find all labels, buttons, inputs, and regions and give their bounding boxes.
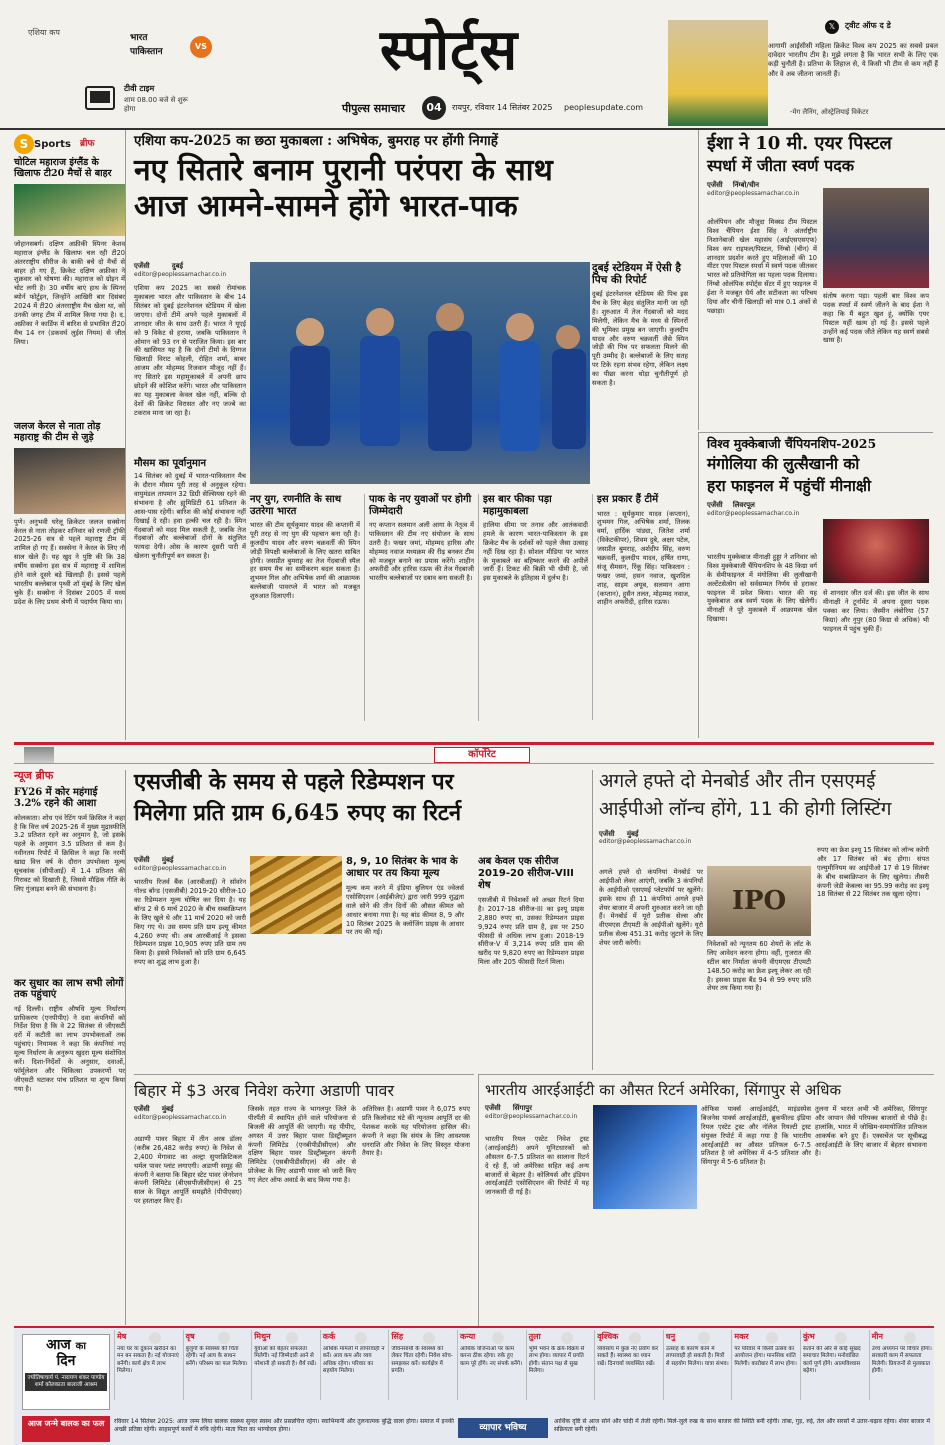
rashi-text: बुजुर्गों के स्वास्थ्य की चिंता रहेगी। नई आय के साधन बनेंगे। परिश्रम का फल मिलेगा। [185,1346,248,1367]
aaj-ka-din-c: दिन [56,1353,76,1370]
esha-singh-photo [823,188,929,288]
adani-story [134,1074,474,1326]
rashi-name: वृश्चिक [597,1332,619,1341]
ipo-byline: एजेंसी [599,829,615,838]
squads [592,494,690,720]
rashi-text: जीवनसाथी के स्वास्थ्य को लेकर चिंता रहेगी। निवेश सोच-समझकर करें। कार्यक्षेत्र में प्रगति। [391,1346,453,1374]
shooting-place: निंग्बो/चीन [732,181,760,190]
rashi-name: वृष [185,1332,195,1341]
ipo-place: मुंबई [626,829,639,838]
kids-text: रविवार 14 सितंबर 2025: आज जन्म लिया बालक स्वस्थ्य सुन्दर स्वस्थ और प्रसन्नचित्त रहेगा। स्वाभिमानी और तुलनात्मक बुद्धि वाला होगा। समाज में इनकी अच्छी प्रतिष्ठा रहेगी। साहसपूर्ण कार्यों में रुचि रहेगी। माता पिता का भाग्योदय होगा। [114,1418,454,1434]
lead-headline-1: नए सितारे बनाम पुरानी परंपरा के साथ [134,152,553,188]
shooting-headline-1: ईशा ने 10 मी. एयर पिस्टल [707,133,892,154]
boxing-email: editor@peoplessamachar.co.in [707,509,800,517]
rashi-name: तुला [528,1332,541,1341]
col3-text: हालिया सीमा पर तनाव और आतंकवादी हमले के कारण भारत-पाकिस्तान के इस क्रिकेट मैच के दर्शकों को पहले जैसा उत्साह नहीं दिख रहा है। सोशल मीडिया पर भारत के मुकाबले का बहिष्कार करने की अपीलें जारी हैं। टिकट की बिक्री भी धीमी है, जो इस मुकाबले के इतिहास में दुर्लभ है। [483,521,588,583]
rashi-text: भूमि भवन के क्रय-विक्रय से लाभ होगा। व्यापार में प्रगति होगी। संतान पक्ष से सुख मिलेगा। [528,1346,585,1374]
adani-text-3: अतिरिक्त है। अडाणी पावर ने 6,075 रुपए प्रति किलोवाट घंटे की न्यूनतम आपूर्ति दर की पेशकश करके यह परियोजना हासिल की। कंपनी ने कहा कि संयंत्र के लिए आवश्यक धनराशि और निवेश के लिए विस्तृत योजना तैयार है। [362,1105,470,1158]
zodiac-icon [629,1332,641,1344]
lead-headline-2: आज आमने-सामने होंगे भारत-पाक [134,189,518,225]
adani-place: मुंबई [161,1105,174,1113]
masthead [0,0,945,130]
shooting-byline: एजेंसी [707,181,723,190]
ipo-text-3: रुपए का फ्रेश इश्यू 15 सितंबर को लॉन्च करेगी और 17 सितंबर को बंद होगा। संपत एल्युमीनियम का आईपीओ 17 से 19 सितंबर के बीच सब्सक्रिप्शन के लिए खुलेगा। तीसरी कंपनी जेडी केबल्स का 95.99 करोड़ का इश्यू 18 सितंबर से 22 सितंबर तक खुला रहेगा। [817,846,929,899]
rashi-7 [594,1330,662,1400]
india-strategy [250,494,360,721]
sgb-text-3: एसजीबी में निवेशकों को अच्छा रिटर्न दिया है। 2017-18 सीरीज-III का इश्यू प्राइस 2,880 रुपए था, उसका रिडेम्पशन प्राइस 9,924 रुपए प्रति ग्राम है, इस पर 250 फीसदी से अधिक लाभ हुआ। 2018-19 सीरीज-V में 3,214 रुपए प्रति ग्राम की खरीद पर 9,820 रुपए का रिडेम्पशन प्राइस मिला और 205 फीसदी रिटर्न मिला। [478,896,584,967]
reit-text-3: तुलना में भारत अभी भी अमेरिका, सिंगापुर और जापान जैसे परिपक्व बाजारों से पीछे है। हालांकि, भारत में जोखिम-समायोजित प्रतिफल आकर्षक बने हुए हैं। एक्सचेंज पर सूचीबद्ध आरईआईटी के लिए बाजार में बेहतर संभावना है। [815,1105,927,1158]
website[interactable]: peoplesupdate.com [564,103,644,112]
boxing-place: लिवरपूल [732,501,755,509]
lead-kicker: एशिया कप-2025 का छठा मुकाबला : अभिषेक, बुमराह पर होंगी निगाहें [134,133,498,149]
tweet-text: आगामी आईसीसी महिला क्रिकेट विश्व कप 2025 का सबसे प्रबल दावेदार भारतीय टीम है। मुझे लगता है कि भारत सभी के लिए एक कड़ी चुनौती है। प्रतिभा के लिहाज से, ये किसी भी टीम से कम नहीं हैं और वे अब जीतना जानती हैं। [768,42,938,78]
jyotish-credit: ज्योतिषाचार्य पं. नारायण शंकर पाण्डेय शर्मा कोलकाता बालाजी आश्रम [25,1373,107,1390]
rashi-text: आर्थिक योजनाओं पर काम करना ठीक रहेगा। रुके हुए काम पूरे होंगे। नए संपर्क बनेंगे। [460,1346,523,1367]
rashi-text: उत्साह के कारण काम में लापरवाही हो सकती है। मित्रों से सहयोग मिलेगा। यात्रा संभव। [665,1346,729,1367]
ipo-image: IPO [707,866,811,936]
boxing-headline-3: हरा फाइनल में पहुंचीं मीनाक्षी [707,476,872,496]
weather-text: 14 सितंबर को दुबई में भारत-पाकिस्तान मैच के दौरान मौसम पूरी तरह से अनुकूल रहेगा। वायुमंडल तापमान 32 डिग्री सेल्सियस रहने की संभावना है और ह्यूमिडिटी 61 प्रतिशत के आस-पास रहेगी। बारिश की कोई संभावना नहीं दिखाई दे रही। हवा हल्की चल रही है। स्पिन गेंदबाजों को मदद मिल सकती है, जबकि तेज गेंदबाजों और बल्लेबाजों दोनों के संतुलित फायदा देगी। ओस के कारण दूसरी पारी में खेलना चुनौतीपूर्ण बन सकता है। [134,472,246,561]
vs-badge: VS [190,36,212,58]
sgb-text: भारतीय रिजर्व बैंक (आरबीआई) ने सॉवरेन गोल्ड बॉन्ड (एसजीबी) 2019-20 सीरीज-10 का रिडेम्पशन मूल्य घोषित कर दिया है। यह बॉन्ड 2 से 6 मार्च 2020 के बीच सब्सक्रिप्शन के लिए खुले थे और 11 मार्च 2020 को जारी किए गए थे। उस समय प्रति ग्राम इश्यू कीमत 4,260 रुपए थी। अब आरबीआई ने इसका रिडेम्पशन प्राइस 10,905 रुपए प्रति ग्राम तय किया है। इससे निवेशकों को प्रति ग्राम 6,645 रुपए का शुद्ध लाभ हुआ है। [134,878,246,967]
shooting-email: editor@peoplessamachar.co.in [707,189,800,197]
x-icon: 𝕏 [825,20,839,34]
boxing-headline-2: मंगोलिया की लुत्सैखानी को [707,454,860,474]
reit-email: editor@peoplessamachar.co.in [485,1112,578,1120]
boxing-text: भारतीय मुक्केबाज मीनाक्षी हुड्डा ने शनिवार को विश्व मुक्केबाजी चैंपियनशिप के 48 किग्रा वर्ग के सेमीफाइनल में मंगोलिया की लुत्सैखानी अल्टेंटसेत्सेग को सर्वसम्मत निर्णय से हराकर फाइनल में प्रवेश किया। भारत की यह मुक्केबाज अब स्वर्ण पदक के लिए खेलेगी। मीनाक्षी ने पूरे मुकाबले में आक्रामक खेल दिखाया। [707,553,817,624]
adani-headline: बिहार में $3 अरब निवेश करेगा अडाणी पावर [134,1081,394,1100]
pitch-headline: दुबई स्टेडियम में ऐसी है पिच की रिपोर्ट [592,262,681,287]
ipo-text-2: निवेशकों को न्यूनतम 60 शेयरों के लॉट के लिए आवेदन करना होगा। वहीं, गुजरात की स्टील बार निर्माता कंपनी वीएमएस टीएमटी 148.50 करोड़ का फ्रेश इश्यू लेकर आ रही है। इसका प्राइस बैंड 94 से 99 रुपए प्रति शेयर तय किया गया है। [707,940,811,993]
adani-text-2: जिसके तहत राज्य के भागलपुर जिले के पीरपैंती में स्थापित होने वाले परियोजना से बिजली की आपूर्ति की जाएगी। यह पीपीए, अगस्त में उत्तर बिहार पावर डिस्ट्रीब्यूशन कंपनी लिमिटेड (एनबीपीडीसीएल) और दक्षिण बिहार पावर डिस्ट्रीब्यूशन कंपनी लिमिटेड (एसबीपीडीसीएल) की ओर से प्रोजेक्ट के लिए अडाणी पावर को जारी किए गए लेटर ऑफ अवार्ड के बाद किया गया है। [248,1105,356,1185]
rashi-text: आर्थिक मामलों में लापरवाही न करें। आय कम और व्यय अधिक रहेगा। परिवार का सहयोग मिलेगा। [322,1346,385,1374]
corporate-label: कॉर्पोरेट [434,747,530,763]
col1-text: भारत की टीम सूर्यकुमार यादव की कप्तानी में पूरी तरह से नए युग की पहचान बना रही है। कुलदीप यादव और वरुण चक्रवर्ती की स्पिन जोड़ी विपक्षी बल्लेबाजों के लिए खतरा साबित होगी। जसप्रीत बुमराह का तेज गेंदबाजी स्पैल हर समय मैच का समीकरण बदल सकता है। शुभमन गिल और अभिषेक शर्मा की आक्रामक बल्लेबाजी पावरप्ले में भारत को मजबूत शुरुआत दिलाएगी। [250,521,360,601]
aaj-ka-din-box [22,1334,110,1410]
zodiac-icon [492,1332,504,1344]
aaj-ka-din-a: आज [46,1337,71,1353]
vyapar-text: आर्थिक दृष्टि से आज सोने और चांदी में तेजी रहेगी। मिले-जुले रुख के साथ बाजार की स्थिति बनी रहेगी। तांबा, गुड़, रुई, तेल और सरसों में उतार-चढ़ाव रहेगा। शेयर बाजार में सक्रियता बनी रहेगी। [554,1418,930,1434]
team2: पाकिस्तान [130,47,163,57]
brief-headline-1: चोटिल महाराज इंग्लैंड के खिलाफ टी20 मैचों से बाहर [14,157,112,179]
page-number: 04 [422,96,446,120]
reit-place: सिंगापुर [512,1103,532,1112]
rashi-name: कुंभ [803,1332,815,1341]
rashi-name: सिंह [391,1332,404,1341]
paper-name: पीपुल्स समाचार [342,102,405,115]
masthead-title: स्पोर्ट्स [380,17,519,83]
rashi-2 [251,1330,319,1400]
rashi-name: मिथुन [254,1332,271,1341]
gold-bars-photo [250,856,342,934]
col4-text: भारत : सूर्यकुमार यादव (कप्तान), शुभमन गिल, अभिषेक शर्मा, तिलक वर्मा, हार्दिक पांड्या, जितेश शर्मा (विकेटकीपर), शिवम दुबे, अक्षर पटेल, जसप्रीत बुमराह, अर्शदीप सिंह, वरुण चक्रवर्ती, कुलदीप यादव, हर्षित राणा, संजू सैमसन, रिंकू सिंह। पाकिस्तान : फखर जमां, हसन नवाज, खुशदिल शाह, साइम अयूब, सलमान आगा (कप्तान), हुसैन तलत, मोहम्मद नवाज, शाहीन अफरीदी, हारिस रऊफ। [597,509,690,607]
lead-byline: एजेंसी [134,262,150,270]
news-brief [14,770,126,1325]
tv-label: टीवी टाइम [124,84,155,93]
rashi-name: कर्क [322,1332,336,1341]
sgb-place: मुंबई [161,856,174,864]
zodiac-icon [218,1332,230,1344]
rashi-6 [526,1330,594,1400]
sports-brief-logo: S [14,134,34,154]
shooting-text: ओलंपियन और मौजूदा मिक्स्ड टीम पिस्टल विश्व चैंपियन ईशा सिंह ने अंतर्राष्ट्रीय निशानेबाजी खेल महासंघ (आईएसएसएफ) विश्व कप राइफल/पिस्टल, निंग्बो (चीन) में शानदार प्रदर्शन करते हुए महिलाओं की 10 मीटर एयर पिस्टल स्पर्धा में स्वर्ण पदक जीतकर भारत को प्रतियोगिता का पहला पदक दिलाया। निंग्बो ओलंपिक स्पोर्ट्स सेंटर में हुए फाइनल में ईशा ने मजबूत धैर्य और सटीकता का परिचय दिया और चीनी खिलाड़ी को मात्र 0.1 अंकों से पछाड़ा। [707,218,817,315]
ipo-headline-1: अगले हफ्ते दो मेनबोर्ड और तीन एसएमई [599,770,876,792]
sports-brief-tag: Sports [34,139,71,150]
rashi-name: मीन [871,1332,883,1341]
news-brief-text-1: कोलकाता। शोध एवं रेटिंग फर्म क्रिसिल ने कहा है कि वित्त वर्ष 2025-26 में मुख्य मुद्रास्फीति 3.2 प्रतिशत रहने का अनुमान है, जो इसके पहले के अनुमान 3.5 प्रतिशत से कम है। नवीनतम रिपोर्ट में क्रिसिल ने कहा कि नरमी खाद्य वित्त वर्ष के दौरान उपभोक्ता मूल्य सूचकांक (सीपीआई) में 1.4 प्रतिशत की गिरावट को दिखाती है, जिससे मौद्रिक नीति के लिए गुंजाइश बनने की संभावना है। [14,813,125,893]
sgb-story [134,770,584,827]
pitch-text: दुबई इंटरनेशनल स्टेडियम की पिच इस मैच के लिए बेहद संतुलित मानी जा रही है। शुरुआत में तेज गेंदबाजों को मदद मिलेगी, लेकिन मैच के मध्य से स्पिनरों की भूमिका प्रमुख बन जाएगी। कुलदीप यादव और वरुण चक्रवर्ती जैसे स्पिन जोड़ी की पिच पर सफलता मिलने की पूरी उम्मीद है। बल्लेबाजों के लिए सतह पर टिके रहना संभव रहेगा, लेकिन लक्ष्य का पीछा करना थोड़ा चुनौतीपूर्ण हो सकता है। [592,290,688,388]
rashi-5 [457,1330,525,1400]
adani-byline: एजेंसी [134,1105,150,1113]
rashi-0 [114,1330,182,1400]
tweet-author: -मेग लैनिंग, ऑस्ट्रेलियाई विकेटर [790,108,869,116]
rashi-text: नया घर या दुकान खरीदने का मन बन सकता है। नई योजनाएं बनेंगी। कार्य क्षेत्र में लाभ मिलेगा। [117,1346,179,1374]
news-brief-tag: न्यूज ब्रीफ [14,769,54,782]
rashi-1 [183,1330,251,1400]
sgb-text-2: मूल्य कम करने में इंडिया बुलियन एंड ज्वेलर्स एसोसिएशन (आईबीजेए) द्वारा जारी 999 शुद्धता वाले सोने की तीन दिनों की औसत कीमत को आधार बनाया गया है। यह बांड कीमत 8, 9 और 10 सितंबर 2025 के क्लोजिंग प्राइस के आधार पर तय की गई। [346,884,464,937]
buildings-photo [593,1105,697,1209]
news-brief-headline-2: कर सुधार का लाभ सभी लोगों तक पहुंचाएं [14,977,124,1001]
shooting-story [698,130,933,430]
vyapar-label: व्यापार भविष्य [458,1418,548,1438]
lead-place: दुबई [171,262,184,270]
news-brief-headline-1: FY26 में कोर महंगाई 3.2% रहने की आशा [14,786,98,810]
zodiac-icon [698,1332,710,1344]
reit-text-2: ऑफिस पार्क्स आरईआईटी, माइंडस्पेस बिजनेस पार्क्स आरईआईटी, ब्रुकफील्ड इंडिया रियल एस्टेट ट्रस्ट और नॉलेज रियल्टी ट्रस्ट संयुक्त रिपोर्ट में कहा गया है कि भारतीय आरईआईटी का औसत प्रतिफल 6-7.5 प्रतिशत है जो अमेरिका में 4-5 प्रतिशत और सिंगापुर में 5-6 प्रतिशत है। [701,1105,811,1167]
reit-text: भारतीय रियल एस्टेट निवेश ट्रस्ट (आरईआईटी) अपने यूनिटधारकों को औसतन 6-7.5 प्रतिशत का सालाना रिटर्न दे रहे हैं, जो अमेरिका सहित कई अन्य बाजारों से बेहतर है। कोलियर्स और इंडियन आरईआईटी एसोसिएशन की रिपोर्ट में यह जानकारी दी गई है। [485,1135,589,1197]
zodiac-icon [766,1332,778,1344]
brief-text-2: पुणे। अनुभवी घरेलू क्रिकेटर जलज सक्सेना केरल से नाता तोड़कर शनिवार को रणजी ट्रॉफी 2025-26 सत्र से पहले महाराष्ट्र टीम में शामिल हो गए हैं। सक्सेना ने केरल के लिए नौ साल खेले हैं। यह खुद ने पुष्टि की कि 38 वर्षीय सक्सेना इस सत्र में महाराष्ट्र में शामिल होने वाले दूसरे बड़े खिलाड़ी हैं। इससे पहले भारतीय बल्लेबाज पृथ्वी शॉ मुंबई के लिए खेल चुके हैं। सक्सेना ने दिसंबर 2005 में मध्य प्रदेश के लिए प्रथम श्रेणी में पदार्पण किया था। [14,517,125,606]
rashi-name: धनु [665,1332,676,1341]
zodiac-icon [149,1332,161,1344]
rashi-9 [731,1330,799,1400]
col2-headline: पाक के नए युवाओं पर होगी जिम्मेदारी [369,494,472,517]
rashi-3 [320,1330,388,1400]
meenakshi-photo [823,519,929,583]
pak-youth [364,494,474,721]
shooting-text-2: संतोष करना पड़ा। पहली बार विश्व कप पदक स्पर्धा में स्वर्ण जीतने के बाद ईशा ने कहा कि मैं बहुत खुश हूं, क्योंकि एयर पिस्टल यहीं खत्म हो गई है। इससे पहले उन्होंने कई पदक जीते लेकिन यह स्वर्ण सबसे खास है। [823,292,929,345]
brief-headline-2: जलज केरल से नाता तोड़ महाराष्ट्र की टीम से जुड़े [14,420,101,443]
rashi-name: कन्या [460,1332,476,1341]
maharaj-photo [14,184,125,236]
faded-clash [478,494,588,721]
zodiac-icon [286,1332,298,1344]
lead-email: editor@peoplessamachar.co.in [134,270,227,278]
reit-byline: एजेंसी [485,1103,501,1112]
zodiac-icon [904,1332,916,1344]
rashi-text: संतान की ओर से कोई सुखद समाचार मिलेगा। मनोवांछित कार्य पूर्ण होंगे। आत्मविश्वास बढ़ेगा। [803,1346,861,1374]
team-india-photo [250,262,590,484]
sgb-email: editor@peoplessamachar.co.in [134,864,227,872]
rashi-11 [869,1330,937,1400]
tv-icon [85,86,115,110]
pitch-report [592,262,688,472]
col4-headline: इस प्रकार हैं टीमें [597,494,659,505]
tv-time: शाम 08.00 बजे से शुरू होगा [124,96,188,113]
rashi-10 [800,1330,868,1400]
cup-label: एशिया कप [28,28,60,37]
aaj-ka-din-b: का [75,1341,86,1352]
col3-headline: इस बार फीका पड़ा महामुकाबला [483,494,552,517]
rashi-name: मकर [734,1332,749,1341]
sports-brief-tag2: ब्रीफ [80,139,95,149]
adani-text: अडाणी पावर बिहार में तीन अरब डॉलर (करीब 26,482 करोड़ रुपए) के निवेश से 2,400 मेगावाट का अल्ट्रा सुपरक्रिटिकल थर्मल पावर प्लांट लगाएगी। अडाणी समूह की कंपनी ने बताया कि बिहार स्टेट पावर जेनरेशन कंपनी लिमिटेड (बीएसपीजीसीएल) से 25 साल के विद्युत आपूर्ति समझौते (पीपीएसए) पर हस्ताक्षर किए हैं। [134,1135,242,1206]
sgb-col-2 [346,856,464,1074]
meg-lanning-photo [668,20,768,126]
team-photo-art [250,262,590,484]
ipo-email: editor@peoplessamachar.co.in [599,838,692,846]
rashi-4 [388,1330,456,1400]
ipo-text: अगले हफ्ते दो कंपनियां मेनबोर्ड पर आईपीओ लेकर आएंगी, जबकि 3 कंपनियों के आईपीओ एसएमई प्लेटफॉर्म पर खुलेंगे। इसके साथ ही 11 कंपनियां अगले हफ्ते शेयर बाजार में अपनी शुरुआत करने जा रही हैं। मेनबोर्ड में यूरो प्रतीक सेल्स और वीएमएस टीएमटी के आईपीओ खुलेंगे। यूरो प्रतीक सेल्स 451.31 करोड़ जुटाने के लिए शेयर जारी करेगी। [599,868,703,948]
sgb-col-3 [478,856,584,1086]
zodiac-icon [561,1332,573,1344]
corporate-banner [14,742,934,764]
sgb-headline-2: मिलेगा प्रति ग्राम 6,645 रुपए का रिटर्न [134,800,462,827]
rashi-text: उच्च अध्ययन पर विचार होगा। सरकारी काम में सफलता मिलेगी। प्रियजनों से मुलाकात होगी। [871,1346,932,1374]
boxing-byline: एजेंसी [707,501,723,509]
rashi-text: पर परिवार में किसी उत्सव का आयोजन होगा। मानसिक शांति मिलेगी। कारोबार में लाभ होगा। [734,1346,797,1367]
sgb-col-1 [134,856,246,1102]
team1: भारत [130,33,148,43]
sgb-headline-1: एसजीबी के समय से पहले रिडेम्पशन पर [134,769,454,795]
news-brief-text-2: नई दिल्ली। राष्ट्रीय औषधि मूल्य निर्धारण प्राधिकरण (एनपीपीए) ने दवा कंपनियों को निर्देश दिया है कि वे 22 सितंबर से जीएसटी दरों में कटौती का लाभ उपभोक्ताओं तक पहुंचाएं। नियामक ने कहा कि कंपनियां नए मूल्य निर्धारण के अनुरूप खुदरा मूल्य संशोधित करें। दिशा-निर्देशों के अनुसार, दवाओं, फॉर्मूलेशन और चिकित्सा उपकरणों पर जीएसटी घटाकर पांच प्रतिशत या शून्य किया गया है। [14,1004,125,1093]
adani-email: editor@peoplessamachar.co.in [134,1113,227,1121]
sports-brief [14,130,126,740]
sgb-subheading-2: अब केवल एक सीरीज 2019-20 सीरीज-VIII शेष [478,856,574,891]
jalaj-photo [14,448,125,514]
boxing-story [698,432,933,738]
sgb-subheading: 8, 9, 10 सितंबर के भाव के आधार पर तय किया मूल्य [346,856,458,879]
rashi-text: व्यवसाय में कुछ नए प्रयोग कर सकते हैं। स्वास्थ्य का ध्यान रखें। दिनचर्या व्यवस्थित रखें। [597,1346,659,1367]
lead-body-col [134,262,246,660]
shooting-headline-2: स्पर्धा में जीता स्वर्ण पदक [707,155,854,175]
brief-text-1: जोहानसबर्ग। दक्षिण अफ्रीकी स्पिनर केशव महाराज इंग्लैंड के खिलाफ चल रही टी20 अंतरराष्ट्रीय सीरीज के बाकी बचे दो मैचों से बाहर हो गए हैं, क्रिकेट दक्षिण अफ्रीका ने शुक्रवार को घोषणा की। महाराज को ग्रोइन में चोट लगी है। 30 वर्षीय बाएं हाथ के स्पिनर ब्योर्न फोर्टुइन, जिन्होंने आखिरी बार दिसंबर 2024 में टी20 अंतरराष्ट्रीय मैच खेला था, को उनकी जगह टीम में शामिल किया गया है। द. अफ्रीका ने कार्डिफ में बारिश से प्रभावित टी20 मैच 14 रन (डकवर्थ लुईस नियम) से जीत लिया। [14,239,125,346]
rashi-8 [663,1330,731,1400]
zodiac-icon [355,1332,367,1344]
boxing-headline-1: विश्व मुक्केबाजी चैंपियनशिप-2025 [707,436,877,451]
reit-headline: भारतीय आरईआईटी का औसत रिटर्न अमेरिका, सिंगापुर से अधिक [485,1081,842,1099]
rashi-name: मेष [117,1332,127,1341]
zodiac-icon [835,1332,847,1344]
zodiac-icon [423,1332,435,1344]
boxing-text-2: से शानदार जीत दर्ज की। इस जीत के साथ मीनाक्षी ने टूर्नामेंट में अपना दूसरा पदक पक्का कर लिया। जैस्मीन लंबोरिया (57 किग्रा) और नुपुर (80 किग्रा से अधिक) भी फाइनल में पहुंच चुकी हैं। [823,589,929,633]
sgb-byline: एजेंसी [134,856,150,864]
building-icon [24,747,54,763]
kids-label: आज जन्मे बालक का फल [22,1416,110,1442]
dateline: रायपुर, रविवार 14 सितंबर 2025 [452,103,553,112]
rashi-text: युवाओं को बेहतर सफलता मिलेगी। नई जिम्मेदारी आने से परेशानी हो सकती है। धैर्य रखें। [254,1346,317,1367]
ipo-headline-2: आईपीओ लॉन्च होंगे, 11 की होगी लिस्टिंग [599,797,892,820]
col2-text: नए कप्तान सलमान अली आगा के नेतृत्व में पाकिस्तान की टीम नए संयोजन के साथ उतरी है। फखर जमां, मोहम्मद हारिस और मोहम्मद नवाज मध्यक्रम की रीढ़ बनकर टीम को मजबूत बनाने का प्रयास करेंगे। शाहीन अफरीदी और हारिस रऊफ की तेज गेंदबाजी भारतीय बल्लेबाजों पर दबाव बना सकती है। [369,521,474,583]
lead-body: एशिया कप 2025 का सबसे रोमांचक मुकाबला भारत और पाकिस्तान के बीच 14 सितंबर को दुबई इंटरनेशनल स्टेडियम में खेला जाएगा। दोनों टीमें अपने पहले मुकाबलों में शानदार जीत के साथ उतरी हैं। भारत ने यूएई को 9 विकेट से हराया, जबकि पाकिस्तान ने ओमान को 93 रन से पराजित किया। इस बार की खासियत यह है कि दोनों टीमों के दिग्गज खिलाड़ी विराट कोहली, रोहित शर्मा, बाबर आजम और मोहम्मद रिजवान मौजूद नहीं हैं। नए सितारे इस महामुकाबले में अपनी छाप छोड़ने की कोशिश करेंगे। भारत और पाकिस्तान का यह मुकाबला केवल खेल नहीं, बल्कि दो देशों की क्रिकेट विरासत और नए जज्बे का टकराव माना जा रहा है। [134,284,246,417]
tweet-label: ट्वीट ऑफ द डे [845,21,891,30]
ipo-story [592,770,934,1070]
weather-heading: मौसम का पूर्वानुमान [134,458,207,470]
col1-headline: नए युग, रणनीति के साथ उतरेगा भारत [250,494,342,517]
reit-story [478,1074,934,1326]
